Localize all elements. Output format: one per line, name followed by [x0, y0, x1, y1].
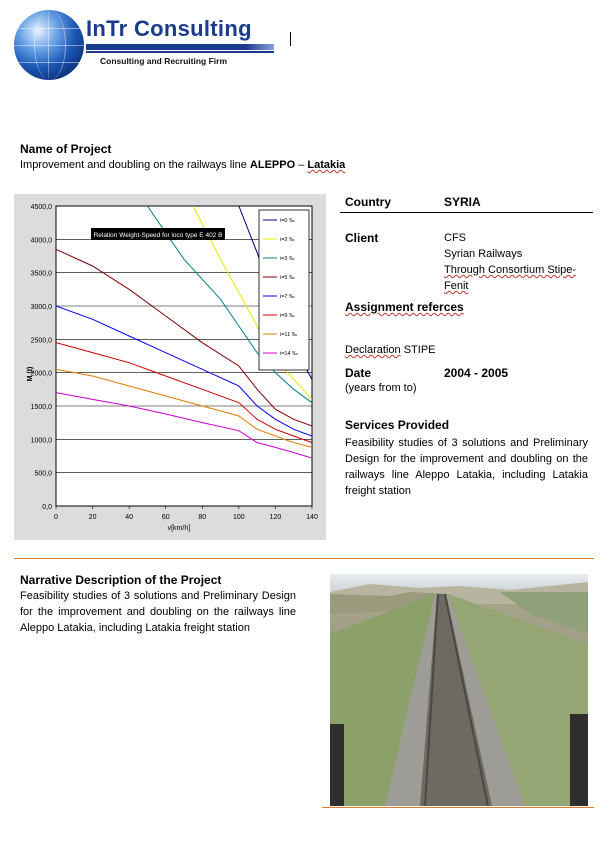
client-label: Client — [345, 231, 379, 245]
y-axis-label: M (t) — [27, 366, 34, 382]
weight-speed-chart — [14, 194, 326, 540]
services-label: Services Provided — [345, 418, 450, 432]
section-divider — [14, 558, 594, 559]
company-logo-globe — [14, 10, 84, 80]
legend-label: i=5 ‰ — [280, 275, 295, 281]
logo-underline-thin — [86, 51, 274, 53]
y-tick-label: 2500,0 — [30, 337, 52, 345]
project-name-dash: – — [295, 159, 308, 171]
x-tick-label: 0 — [54, 514, 58, 521]
company-name: InTr Consulting — [86, 16, 252, 41]
client-value — [444, 230, 590, 294]
legend-label: i=11 ‰ — [280, 332, 298, 338]
country-value: SYRIA — [444, 195, 481, 209]
client-line: CFS — [444, 232, 466, 244]
x-tick-label: 60 — [161, 514, 170, 521]
country-label: Country — [345, 195, 391, 209]
client-line: Syrian Railways — [444, 248, 523, 260]
date-value: 2004 - 2005 — [444, 366, 509, 380]
photo-divider — [322, 807, 594, 808]
y-tick-label: 500,0 — [34, 470, 52, 478]
legend-label: i=14 ‰ — [280, 351, 298, 357]
services-text: Feasibility studies of 3 solutions and Preliminary Design for the improvement and doubling on the railways line Aleppo Latakia, including Latakia freight station — [345, 437, 588, 497]
assignment-label: Assignment referces — [345, 300, 464, 314]
country-divider — [340, 212, 593, 213]
chart-title: Relation Weight-Speed for loco type E 402 B — [93, 232, 223, 239]
declaration-label: Declaration — [345, 344, 401, 356]
legend-label: i=9 ‰ — [280, 313, 295, 319]
legend-label: i=0 ‰ — [280, 218, 295, 224]
x-tick-label: 140 — [306, 514, 318, 521]
legend-label: i=3 ‰ — [280, 256, 295, 262]
legend-label: i=7 ‰ — [280, 294, 295, 300]
logo-underline — [86, 44, 274, 50]
x-tick-label: 40 — [125, 514, 134, 521]
x-tick-label: 120 — [269, 514, 282, 521]
x-tick-label: 100 — [233, 514, 245, 521]
y-tick-label: 0,0 — [42, 504, 52, 511]
y-tick-label: 3500,0 — [30, 270, 52, 278]
project-name-label: Name of Project — [20, 142, 112, 156]
project-name-city1: ALEPPO — [249, 159, 296, 171]
chart-svg — [14, 194, 326, 540]
project-name-city2: Latakia — [307, 159, 346, 171]
client-line: Through Consortium Stipe-Fenit — [444, 264, 577, 292]
legend-box — [259, 210, 309, 370]
y-tick-label: 1000,0 — [30, 437, 52, 445]
narrative-text: Feasibility studies of 3 solutions and Preliminary Design for the improvement and doubling on the railways line Aleppo Latakia, including Latakia freight station — [20, 590, 296, 634]
declaration-row — [345, 344, 436, 356]
x-tick-label: 80 — [198, 514, 207, 521]
legend-label: i=2 ‰ — [280, 237, 295, 243]
project-name-prefix: Improvement and doubling on the railways line — [20, 159, 250, 171]
narrative-label: Narrative Description of the Project — [20, 573, 222, 587]
x-axis-label: v[km/h] — [167, 525, 191, 532]
project-name — [20, 159, 345, 171]
company-tagline: Consulting and Recruiting Firm — [100, 56, 228, 66]
y-tick-label: 4500,0 — [30, 204, 52, 211]
y-tick-label: 3000,0 — [30, 304, 52, 311]
date-sub-label: (years from to) — [345, 382, 417, 394]
y-tick-label: 1500,0 — [30, 404, 52, 411]
declaration-value: STIPE — [403, 344, 436, 356]
date-label: Date — [345, 366, 372, 380]
text-cursor — [290, 32, 291, 46]
y-tick-label: 4000,0 — [30, 237, 52, 245]
y-tick-label: 2000,0 — [30, 370, 52, 378]
railway-track-photo — [330, 574, 588, 806]
x-tick-label: 20 — [88, 514, 97, 521]
